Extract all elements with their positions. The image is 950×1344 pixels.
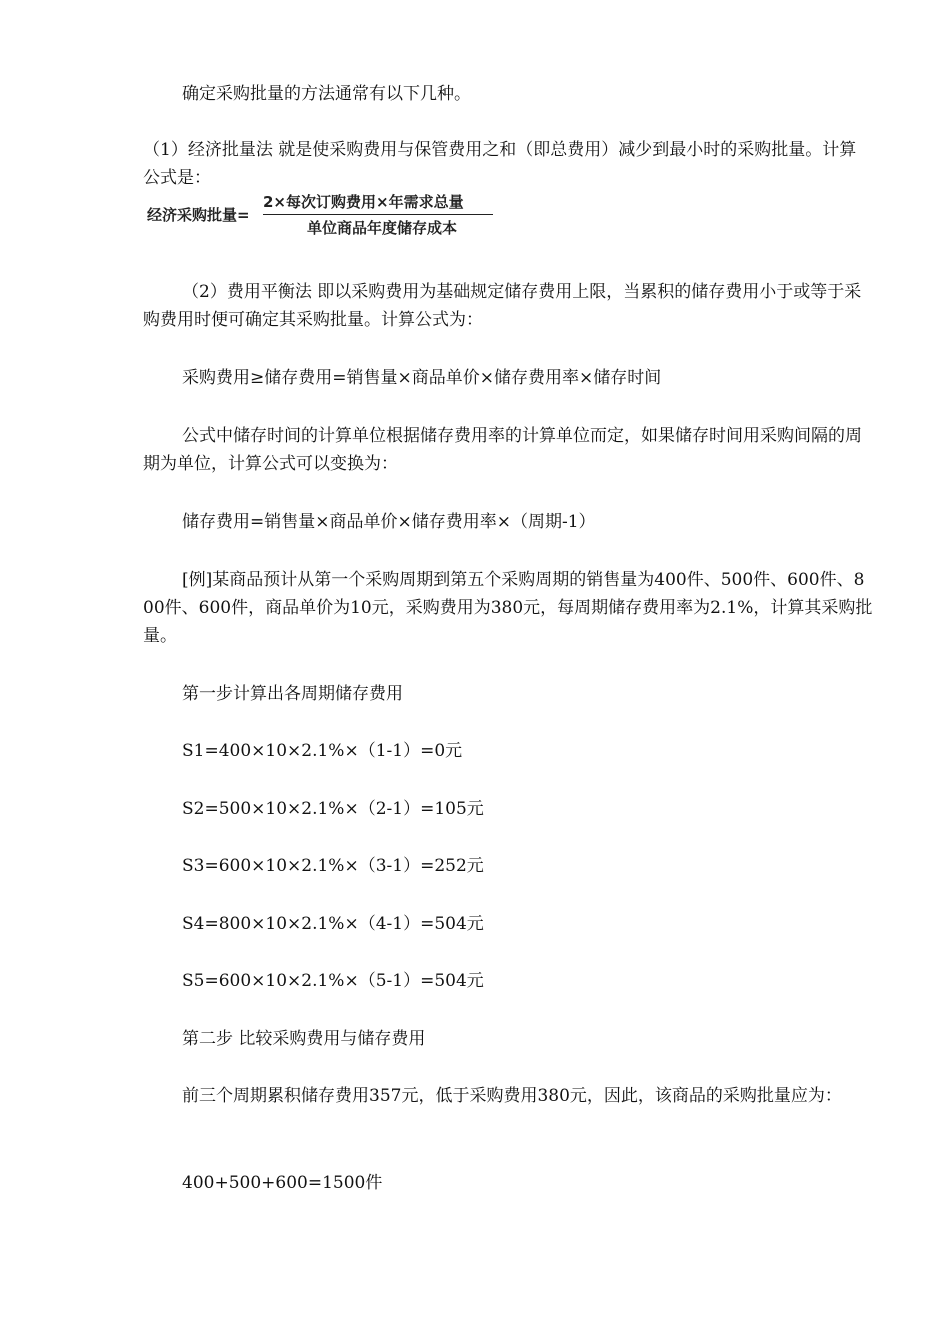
formula-numerator: 2×每次订购费用×年需求总量 xyxy=(263,193,464,211)
formula-lhs: 经济采购批量= xyxy=(147,206,250,224)
step-2-heading: 第二步 比较采购费用与储存费用 xyxy=(182,1029,426,1049)
formula-line-2: 储存费用=销售量×商品单价×储存费用率×（周期-1） xyxy=(182,512,596,532)
example-paragraph: [例]某商品预计从第一个采购周期到第五个采购周期的销售量为400件、500件、600件、800件、600件，商品单价为10元，采购费用为380元，每周期储存费用率为2.1%，计算其采购批量。 xyxy=(143,570,873,646)
fraction-bar xyxy=(263,214,493,215)
calc-s3: S3=600×10×2.1%×（3-1）=252元 xyxy=(182,856,484,876)
intro-paragraph: 确定采购批量的方法通常有以下几种。 xyxy=(182,84,471,104)
calc-s1: S1=400×10×2.1%×（1-1）=0元 xyxy=(182,741,463,761)
calc-s4: S4=800×10×2.1%×（4-1）=504元 xyxy=(182,914,484,934)
step-1-heading: 第一步计算出各周期储存费用 xyxy=(182,684,403,704)
result-line: 400+500+600=1500件 xyxy=(182,1173,383,1193)
method-1-paragraph: （1）经济批量法 就是使采购费用与保管费用之和（即总费用）减少到最小时的采购批量。计算公式是： xyxy=(143,140,857,188)
calc-s5: S5=600×10×2.1%×（5-1）=504元 xyxy=(182,971,484,991)
formula-denominator: 单位商品年度储存成本 xyxy=(307,219,458,237)
explanation-paragraph: 公式中储存时间的计算单位根据储存费用率的计算单位而定，如果储存时间用采购间隔的周期为单位，计算公式可以变换为： xyxy=(143,426,862,474)
calc-s2: S2=500×10×2.1%×（2-1）=105元 xyxy=(182,799,484,819)
conclusion-paragraph: 前三个周期累积储存费用357元，低于采购费用380元，因此，该商品的采购批量应为： xyxy=(182,1086,842,1106)
method-2-paragraph: （2）费用平衡法 即以采购费用为基础规定储存费用上限，当累积的储存费用小于或等于采购费用时便可确定其采购批量。计算公式为： xyxy=(143,282,862,330)
formula-line-1: 采购费用≥储存费用=销售量×商品单价×储存费用率×储存时间 xyxy=(182,368,662,388)
economic-batch-formula xyxy=(147,190,497,240)
